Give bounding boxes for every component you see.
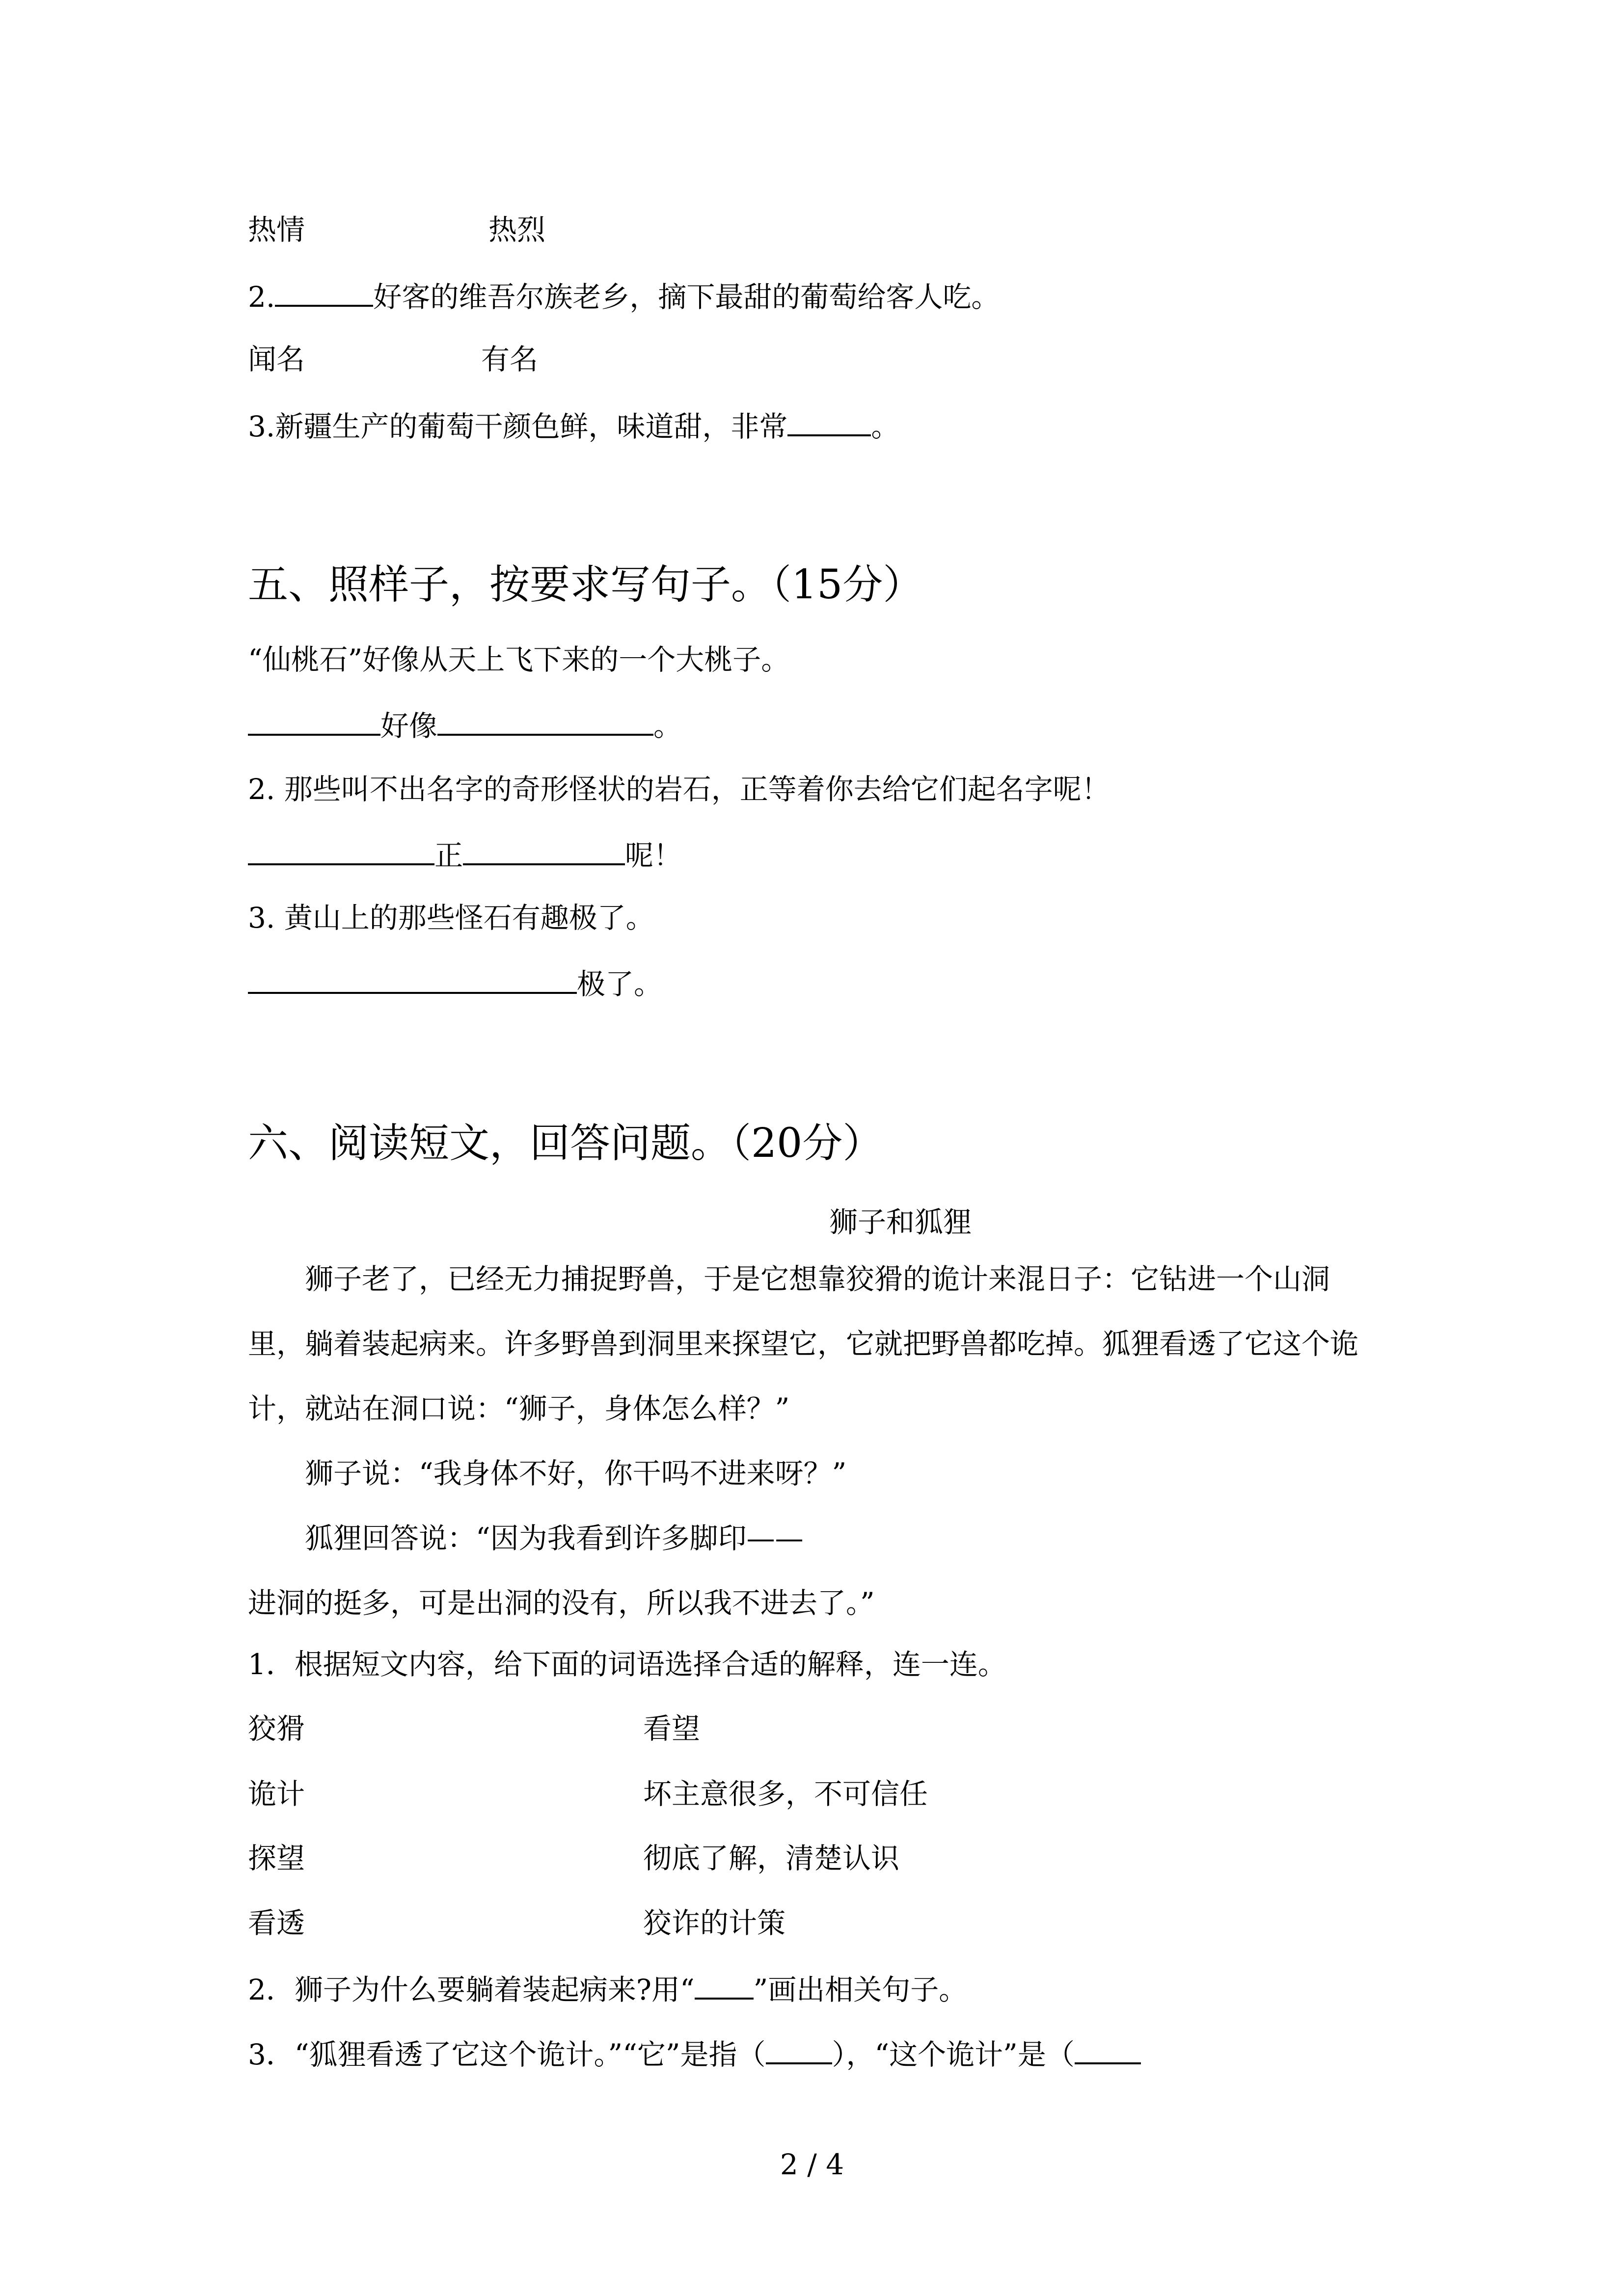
sentence-fragment: 极了。	[577, 967, 663, 1001]
question-6-1: 1．根据短文内容，给下面的词语选择合适的解释，连一连。	[248, 1648, 1006, 1681]
underline-sample	[695, 1969, 754, 2000]
answer-blank[interactable]	[248, 835, 434, 865]
option-word-2a: 闻名	[248, 343, 305, 376]
word-1[interactable]: 狡猾	[248, 1712, 305, 1745]
meaning-4[interactable]: 狡诈的计策	[643, 1906, 786, 1940]
story-title: 狮子和狐狸	[829, 1205, 972, 1239]
question-text: ），“这个诡计”是（	[832, 2038, 1075, 2071]
answer-blank[interactable]	[248, 705, 380, 736]
word-3[interactable]: 探望	[248, 1842, 305, 1875]
example-sentence-3: 3. 黄山上的那些怪石有趣极了。	[248, 901, 654, 934]
option-word-1a: 热情	[248, 213, 305, 246]
example-sentence: “仙桃石”好像从天上飞下来的一个大桃子。	[248, 643, 790, 676]
answer-blank[interactable]	[787, 406, 871, 436]
story-paragraph-1: 狮子老了，已经无力捕捉野兽，于是它想靠狡猾的诡计来混日子：它钻进一个山洞里，躺着装起病来。许多野兽到洞里来探望它，它就把野兽都吃掉。狐狸看透了它这个诡计，就站在洞口说：“狮子，身体怎么样？”	[248, 1262, 1359, 1425]
question-4-2	[248, 276, 1000, 316]
question-6-3	[248, 2034, 1141, 2073]
question-6-2	[248, 1969, 967, 2008]
punctuation: 。	[653, 709, 682, 743]
question-4-3	[248, 406, 899, 445]
answer-line-3	[248, 963, 662, 1003]
question-text: 3.新疆生产的葡萄干颜色鲜，味道甜，非常	[248, 410, 788, 443]
question-text: 好客的维吾尔族老乡，摘下最甜的葡萄给客人吃。	[373, 280, 1000, 314]
question-number: 2.	[248, 280, 275, 314]
section-5-heading: 五、照样子，按要求写句子。（15分）	[248, 561, 923, 608]
meaning-3[interactable]: 彻底了解，清楚认识	[643, 1842, 900, 1875]
sentence-fragment: 好像	[380, 709, 438, 743]
answer-line-2	[248, 835, 682, 874]
answer-line-1	[248, 705, 682, 745]
punctuation: 。	[871, 410, 900, 443]
question-text: 2．狮子为什么要躺着装起病来?用“	[248, 1973, 695, 2006]
sentence-fragment: 正	[434, 839, 463, 872]
section-6-heading: 六、阅读短文，回答问题。（20分）	[248, 1120, 883, 1167]
story-paragraph-3b: 进洞的挺多，可是出洞的没有，所以我不进去了。”	[248, 1586, 875, 1620]
meaning-1[interactable]: 看望	[643, 1712, 701, 1745]
option-word-1b: 热烈	[488, 213, 546, 246]
answer-blank[interactable]	[437, 705, 653, 736]
answer-blank[interactable]	[463, 835, 625, 865]
word-2[interactable]: 诡计	[248, 1777, 305, 1811]
question-text: ”画出相关句子。	[753, 1973, 968, 2006]
meaning-2[interactable]: 坏主意很多，不可信任	[643, 1777, 928, 1811]
story-paragraph-3a: 狐狸回答说：“因为我看到许多脚印——	[305, 1522, 804, 1555]
example-sentence-2: 2. 那些叫不出名字的奇形怪状的岩石，正等着你去给它们起名字呢！	[248, 773, 1110, 806]
option-word-2b: 有名	[481, 343, 539, 376]
punctuation: 呢！	[625, 839, 682, 872]
answer-blank[interactable]	[1075, 2034, 1141, 2064]
page-number: 2 / 4	[780, 2148, 844, 2181]
story-paragraph-2: 狮子说：“我身体不好，你干吗不进来呀？”	[305, 1457, 847, 1490]
answer-blank[interactable]	[275, 276, 373, 307]
answer-blank[interactable]	[248, 963, 577, 994]
answer-blank[interactable]	[766, 2034, 832, 2064]
word-4[interactable]: 看透	[248, 1906, 305, 1940]
question-text: 3．“狐狸看透了它这个诡计。”“它”是指（	[248, 2038, 766, 2071]
